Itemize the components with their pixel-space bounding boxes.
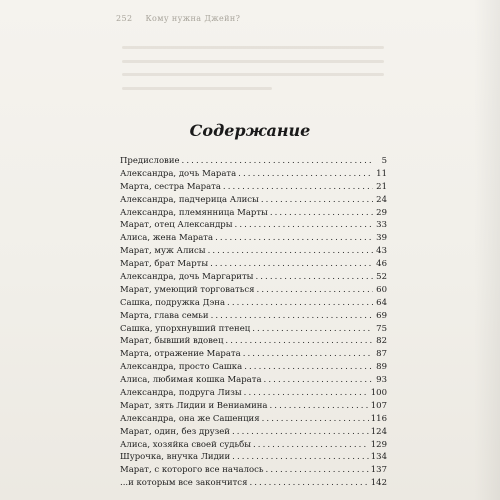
toc-entry (120, 451, 387, 464)
toc-entry-title: Александра, племянница Марты (120, 207, 268, 218)
toc-leader-dots (244, 387, 369, 400)
toc-entry-page: 107 (370, 400, 387, 411)
toc-leader-dots (225, 335, 373, 348)
toc-entry-page: 142 (370, 478, 387, 489)
toc-entry-page: 33 (376, 220, 387, 231)
toc-entry-title: Марат, с которого все началось (120, 465, 264, 476)
toc-entry-title: Александра, просто Сашка (120, 362, 243, 373)
toc-leader-dots (255, 271, 373, 284)
toc-entry-title: Сашка, упорхнувший птенец (120, 323, 251, 334)
toc-entry-title: Марта, отражение Марата (120, 349, 241, 360)
toc-entry-title: Алиса, жена Марата (120, 233, 214, 244)
toc-leader-dots (249, 477, 368, 490)
toc-leader-dots (252, 323, 373, 336)
toc-leader-dots (210, 258, 373, 271)
toc-entry (120, 194, 387, 207)
toc-entry-page: 93 (376, 375, 387, 386)
toc-entry (120, 413, 387, 426)
toc-entry (120, 232, 387, 245)
toc-entry-page: 11 (376, 168, 387, 179)
toc-leader-dots (211, 310, 373, 323)
toc-leader-dots (261, 194, 373, 207)
page-number: 252 (116, 14, 133, 23)
toc-leader-dots (270, 207, 373, 220)
toc-entry-page: 137 (370, 465, 387, 476)
toc-leader-dots (232, 426, 369, 439)
toc-entry-page: 124 (370, 426, 387, 437)
toc-entry (120, 323, 387, 336)
page-title: Содержание (189, 121, 311, 140)
bleed-through-line (122, 60, 384, 63)
toc-entry-title: Марта, сестра Марата (120, 181, 221, 192)
toc-entry (120, 219, 387, 232)
toc-entry (120, 271, 387, 284)
toc-leader-dots (253, 439, 369, 452)
toc-leader-dots (270, 400, 369, 413)
toc-entry-page: 134 (370, 452, 387, 463)
toc-entry-title: Марта, глава семьи (120, 310, 209, 321)
toc-entry-title: Марат, умеющий торговаться (120, 284, 255, 295)
toc-entry-page: 21 (376, 181, 387, 192)
toc-leader-dots (182, 155, 373, 168)
toc-entry (120, 181, 387, 194)
toc-entry (120, 284, 387, 297)
toc-entry-title: Александра, она же Сашенция (120, 413, 260, 424)
toc-leader-dots (243, 348, 373, 361)
toc-entry-title: Сашка, подружка Дэна (120, 297, 226, 308)
toc-leader-dots (232, 451, 369, 464)
running-head (116, 14, 240, 23)
toc-entry (120, 335, 387, 348)
toc-entry-page: 69 (376, 310, 387, 321)
toc-entry-page: 82 (376, 336, 387, 347)
toc-entry-page: 64 (376, 297, 387, 308)
toc-entry (120, 464, 387, 477)
toc-entry (120, 426, 387, 439)
toc-leader-dots (223, 181, 373, 194)
toc-entry-title: Марат, бывший вдовец (120, 336, 224, 347)
toc-leader-dots (227, 297, 373, 310)
toc-entry-page: 87 (376, 349, 387, 360)
toc-entry-title: Марат, отец Александры (120, 220, 233, 231)
toc-entry-page: 75 (376, 323, 387, 334)
bleed-through-line (122, 46, 384, 49)
toc-entry-page: 116 (370, 413, 387, 424)
toc-entry-page: 39 (376, 233, 387, 244)
toc-leader-dots (244, 361, 373, 374)
toc-entry-title: Алиса, любимая кошка Марата (120, 375, 262, 386)
toc-entry-title: Александра, дочь Маргариты (120, 272, 254, 283)
toc-entry-title: Шурочка, внучка Лидии (120, 452, 231, 463)
toc-entry (120, 258, 387, 271)
toc-entry-page: 46 (376, 259, 387, 270)
bleed-through-line (122, 73, 384, 76)
toc-entry-page: 24 (376, 194, 387, 205)
toc-leader-dots (208, 245, 373, 258)
toc-entry (120, 374, 387, 387)
toc-entry (120, 168, 387, 181)
toc-entry-page: 100 (370, 388, 387, 399)
toc-entry-title: Марат, брат Марты (120, 259, 209, 270)
toc-entry-page: 52 (376, 272, 387, 283)
toc-entry-page: 43 (376, 246, 387, 257)
toc-entry-title: Марат, муж Алисы (120, 246, 206, 257)
toc-leader-dots (266, 464, 369, 477)
toc-leader-dots (235, 219, 373, 232)
toc-entry-page: 5 (381, 156, 387, 166)
toc-entry-title: Александра, падчерица Алисы (120, 194, 259, 205)
toc-entry (120, 155, 387, 168)
toc-entry-title: Александра, подруга Лизы (120, 388, 242, 399)
table-of-contents (120, 155, 387, 490)
toc-entry (120, 348, 387, 361)
toc-entry (120, 400, 387, 413)
toc-entry-title: ...и которым все закончится (120, 478, 248, 489)
running-title: Кому нужна Джейн? (145, 14, 241, 23)
toc-entry (120, 297, 387, 310)
toc-entry-title: Алиса, хозяйка своей судьбы (120, 439, 251, 450)
toc-entry-title: Предисловие (120, 156, 180, 166)
toc-entry-title: Александра, дочь Марата (120, 168, 237, 179)
toc-entry (120, 310, 387, 323)
toc-entry (120, 207, 387, 220)
toc-entry (120, 245, 387, 258)
toc-leader-dots (262, 413, 369, 426)
toc-leader-dots (257, 284, 373, 297)
toc-entry-page: 29 (376, 207, 387, 218)
bleed-through-line (122, 87, 272, 90)
toc-entry-title: Марат, один, без друзей (120, 426, 230, 437)
toc-leader-dots (264, 374, 373, 387)
toc-leader-dots (215, 232, 373, 245)
toc-entry-page: 89 (376, 362, 387, 373)
toc-entry-page: 60 (376, 284, 387, 295)
toc-leader-dots (238, 168, 373, 181)
toc-entry-page: 129 (370, 439, 387, 450)
toc-entry-title: Марат, зять Лидии и Вениамина (120, 400, 268, 411)
toc-entry (120, 439, 387, 452)
toc-entry (120, 361, 387, 374)
toc-entry (120, 477, 387, 490)
toc-entry (120, 387, 387, 400)
